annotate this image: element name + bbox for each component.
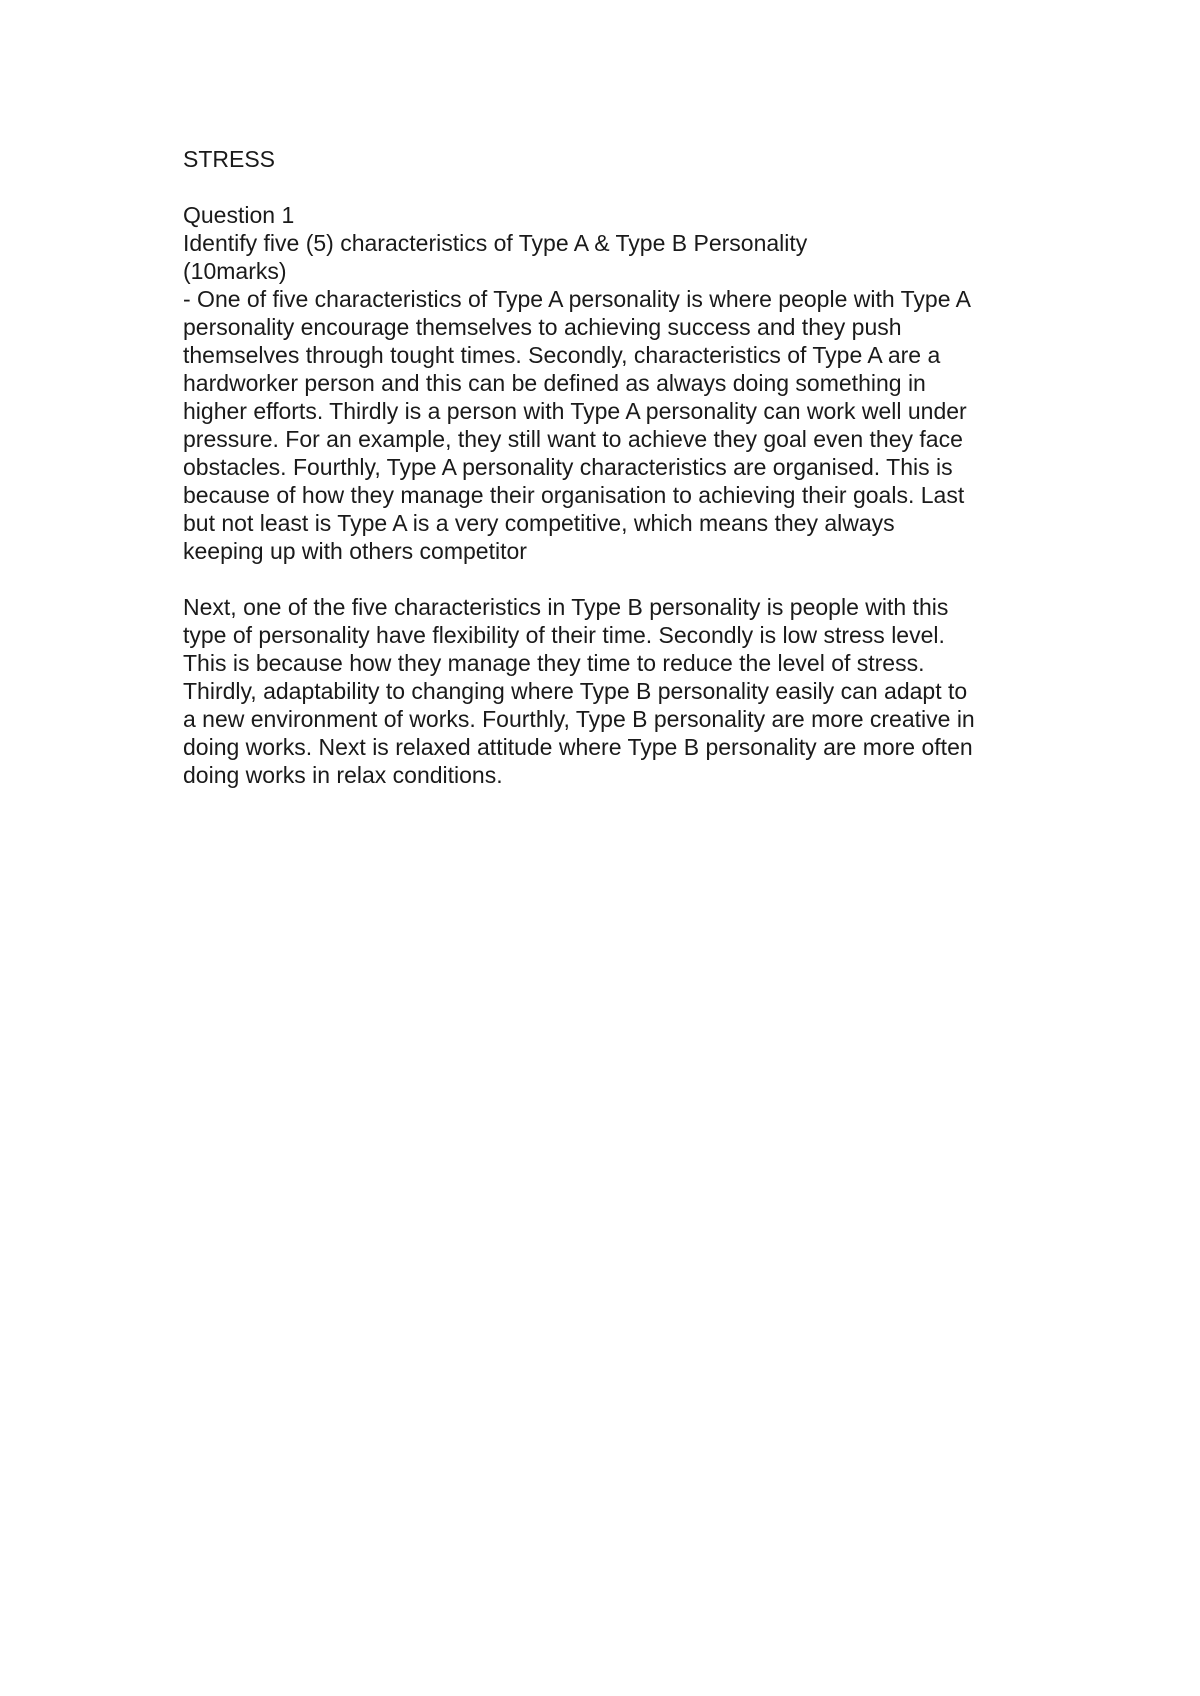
question-heading: Question 1 bbox=[183, 202, 295, 228]
paragraph-line: keeping up with others competitor bbox=[183, 538, 527, 564]
question-marks: (10marks) bbox=[183, 258, 287, 284]
paragraph-line: because of how they manage their organisation to achieving their goals. Last bbox=[183, 482, 965, 508]
paragraph-line: type of personality have flexibility of their time. Secondly is low stress level. bbox=[183, 622, 945, 648]
paragraph-line: personality encourage themselves to achieving success and they push bbox=[183, 314, 902, 340]
paragraph-line: This is because how they manage they time to reduce the level of stress. bbox=[183, 650, 925, 676]
paragraph-line: but not least is Type A is a very competitive, which means they always bbox=[183, 510, 895, 536]
paragraph-line: a new environment of works. Fourthly, Type B personality are more creative in bbox=[183, 706, 975, 732]
paragraph-line: hardworker person and this can be defined as always doing something in bbox=[183, 370, 926, 396]
spacer bbox=[183, 565, 1043, 593]
paragraph-line: themselves through tought times. Secondly, characteristics of Type A are a bbox=[183, 342, 941, 368]
document-title: STRESS bbox=[183, 146, 276, 172]
paragraph-line: higher efforts. Thirdly is a person with Type A personality can work well under bbox=[183, 398, 967, 424]
document-body bbox=[183, 145, 1043, 789]
answer-paragraph-type-a bbox=[183, 285, 1043, 565]
answer-paragraph-type-b bbox=[183, 593, 1043, 789]
spacer bbox=[183, 173, 1043, 201]
question-text: Identify five (5) characteristics of Type A & Type B Personality bbox=[183, 230, 808, 256]
paragraph-line: Next, one of the five characteristics in Type B personality is people with this bbox=[183, 594, 949, 620]
paragraph-line: Thirdly, adaptability to changing where Type B personality easily can adapt to bbox=[183, 678, 968, 704]
paragraph-line: - One of five characteristics of Type A personality is where people with Type A bbox=[183, 286, 971, 312]
paragraph-line: doing works. Next is relaxed attitude where Type B personality are more often bbox=[183, 734, 973, 760]
paragraph-line: doing works in relax conditions. bbox=[183, 762, 503, 788]
paragraph-line: obstacles. Fourthly, Type A personality characteristics are organised. This is bbox=[183, 454, 953, 480]
paragraph-line: pressure. For an example, they still want to achieve they goal even they face bbox=[183, 426, 963, 452]
